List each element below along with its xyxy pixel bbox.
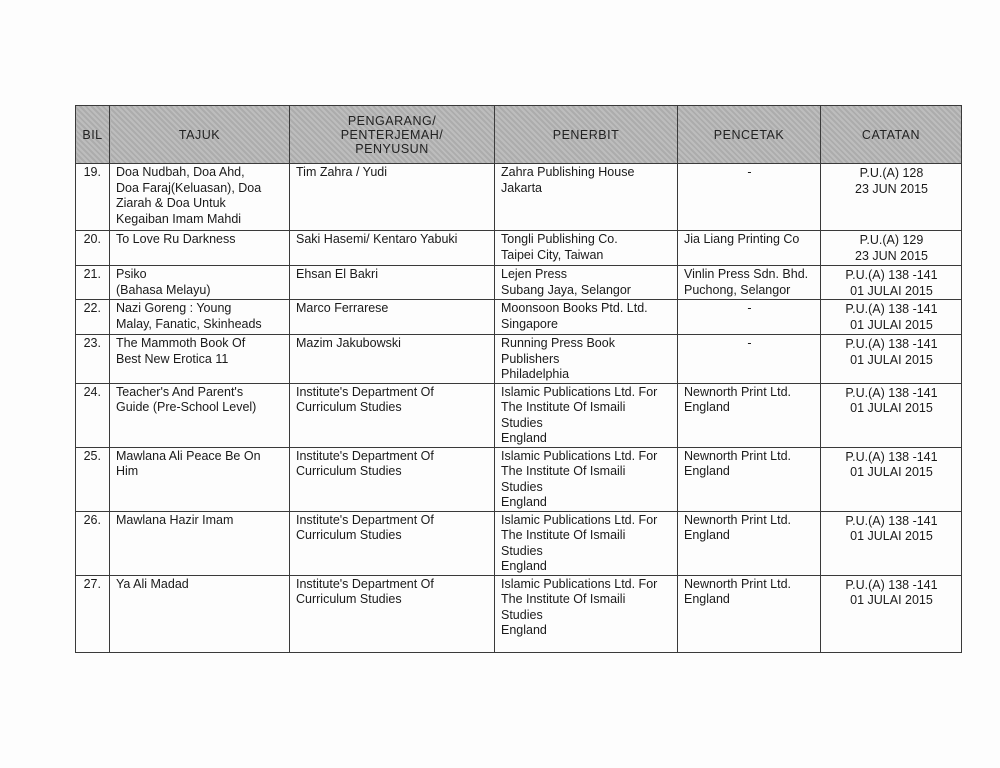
cell-catatan (821, 266, 962, 300)
header-pengarang-line: PENYUSUN (355, 141, 429, 156)
cell-bil: 19. (76, 164, 110, 231)
table-body (76, 164, 962, 653)
header-pengarang-line: PENTERJEMAH/ (340, 127, 444, 142)
cell-bil: 25. (76, 447, 110, 511)
cell-tajuk (110, 383, 290, 447)
cell-catatan-line: 01 JULAI 2015 (850, 529, 933, 543)
cell-pencetak (678, 383, 821, 447)
cell-catatan-line: 23 JUN 2015 (855, 181, 928, 196)
cell-tajuk (110, 447, 290, 511)
cell-catatan (821, 575, 962, 652)
cell-penerbit (495, 511, 678, 575)
cell-penerbit (495, 447, 678, 511)
cell-tajuk (110, 335, 290, 384)
cell-catatan-line: 01 JULAI 2015 (850, 593, 933, 607)
cell-penerbit-line: England (501, 623, 547, 637)
cell-tajuk-line: Psiko (116, 267, 147, 281)
cell-tajuk-line: Mawlana Hazir Imam (116, 512, 234, 527)
table-row (76, 383, 962, 447)
cell-tajuk (110, 231, 290, 266)
cell-catatan-line: P.U.(A) 138 -141 (845, 337, 938, 351)
cell-pencetak-line: Jia Liang Printing Co (684, 232, 800, 246)
cell-tajuk (110, 511, 290, 575)
table-row (76, 300, 962, 335)
cell-bil: 27. (76, 575, 110, 652)
header-penerbit: PENERBIT (495, 106, 678, 164)
cell-pencetak-line: - (747, 165, 752, 179)
cell-tajuk-line: Ya Ali Madad (116, 576, 189, 591)
cell-tajuk-line: To Love Ru Darkness (116, 232, 236, 246)
cell-penerbit-line: England (501, 559, 547, 573)
cell-penerbit-line: The Institute Of Ismaili (501, 464, 626, 478)
cell-pencetak (678, 164, 821, 231)
cell-pencetak-line: England (684, 400, 730, 414)
cell-catatan-line: P.U.(A) 128 (859, 166, 924, 180)
cell-pengarang-line: Mazim Jakubowski (296, 336, 401, 350)
cell-tajuk-line: Best New Erotica 11 (116, 351, 229, 366)
cell-penerbit-line: Tongli Publishing Co. (501, 232, 618, 246)
cell-penerbit-line: England (501, 495, 547, 509)
cell-penerbit-line: Taipei City, Taiwan (501, 247, 604, 262)
table-row (76, 266, 962, 300)
cell-pencetak-line: Vinlin Press Sdn. Bhd. (684, 267, 809, 281)
cell-penerbit (495, 383, 678, 447)
header-catatan: CATATAN (821, 106, 962, 164)
cell-catatan-line: P.U.(A) 138 -141 (845, 302, 938, 316)
cell-pengarang (290, 511, 495, 575)
cell-penerbit-line: Islamic Publications Ltd. For (501, 448, 658, 463)
cell-bil: 23. (76, 335, 110, 384)
cell-catatan-line: 23 JUN 2015 (855, 248, 928, 263)
cell-pencetak-line: Newnorth Print Ltd. (684, 576, 791, 591)
cell-pengarang (290, 335, 495, 384)
cell-pencetak (678, 335, 821, 384)
cell-pengarang-line: Marco Ferrarese (296, 301, 389, 315)
cell-penerbit-line: Singapore (501, 316, 558, 331)
cell-pencetak-line: Puchong, Selangor (684, 282, 791, 297)
cell-pengarang (290, 231, 495, 266)
cell-tajuk-line: Doa Faraj(Keluasan), Doa (116, 180, 262, 195)
cell-pengarang-line: Institute's Department Of (296, 384, 434, 399)
cell-catatan-line: 01 JULAI 2015 (850, 465, 933, 479)
cell-catatan (821, 335, 962, 384)
cell-penerbit-line: Zahra Publishing House (501, 165, 635, 179)
cell-penerbit-line: The Institute Of Ismaili (501, 528, 626, 542)
cell-pengarang (290, 300, 495, 335)
cell-pengarang-line: Tim Zahra / Yudi (296, 165, 388, 179)
cell-bil: 21. (76, 266, 110, 300)
cell-penerbit-line: Running Press Book (501, 336, 615, 350)
cell-pengarang-line: Institute's Department Of (296, 512, 434, 527)
cell-pencetak-line: Newnorth Print Ltd. (684, 448, 791, 463)
cell-bil: 20. (76, 231, 110, 266)
banned-publications-table (75, 105, 962, 653)
cell-pencetak (678, 511, 821, 575)
cell-penerbit-line: Subang Jaya, Selangor (501, 282, 631, 297)
cell-pencetak (678, 300, 821, 335)
cell-penerbit (495, 300, 678, 335)
cell-catatan-line: P.U.(A) 138 -141 (845, 577, 938, 592)
cell-pengarang-line: Curriculum Studies (296, 464, 402, 478)
cell-pencetak (678, 447, 821, 511)
cell-pengarang (290, 266, 495, 300)
cell-tajuk-line: Guide (Pre-School Level) (116, 400, 257, 414)
cell-catatan-line: P.U.(A) 138 -141 (845, 513, 938, 528)
cell-tajuk (110, 266, 290, 300)
cell-catatan (821, 300, 962, 335)
table-row (76, 335, 962, 384)
cell-pengarang-line: Institute's Department Of (296, 576, 434, 591)
cell-pengarang-line: Curriculum Studies (296, 528, 402, 542)
cell-penerbit-line: Islamic Publications Ltd. For (501, 384, 658, 399)
cell-penerbit-line: Islamic Publications Ltd. For (501, 512, 658, 527)
cell-catatan-line: P.U.(A) 138 -141 (845, 449, 938, 464)
cell-penerbit (495, 164, 678, 231)
cell-pengarang-line: Curriculum Studies (296, 400, 402, 414)
cell-tajuk-line: Nazi Goreng : Young (116, 301, 232, 315)
cell-penerbit-line: Jakarta (501, 180, 542, 195)
header-pengarang-line: PENGARANG/ (347, 113, 437, 128)
cell-tajuk-line: Ziarah & Doa Untuk (116, 196, 226, 210)
cell-pengarang-line: Ehsan El Bakri (296, 267, 378, 281)
cell-catatan (821, 231, 962, 266)
cell-tajuk-line: (Bahasa Melayu) (116, 282, 211, 297)
header-pencetak: PENCETAK (678, 106, 821, 164)
cell-pencetak-line: England (684, 592, 730, 606)
cell-pencetak-line: - (747, 301, 752, 315)
cell-tajuk-line: Mawlana Ali Peace Be On (116, 448, 261, 463)
cell-bil: 24. (76, 383, 110, 447)
cell-catatan-line: P.U.(A) 129 (859, 233, 924, 247)
cell-penerbit-line: Studies (501, 479, 543, 494)
cell-pencetak-line: England (684, 464, 730, 478)
table-row (76, 575, 962, 652)
cell-tajuk (110, 300, 290, 335)
cell-penerbit-line: Publishers (501, 351, 560, 366)
cell-catatan-line: 01 JULAI 2015 (850, 283, 933, 298)
cell-penerbit (495, 231, 678, 266)
cell-penerbit (495, 266, 678, 300)
cell-pencetak (678, 266, 821, 300)
table-row (76, 447, 962, 511)
header-pengarang (290, 106, 495, 164)
cell-catatan-line: 01 JULAI 2015 (850, 317, 933, 332)
cell-pengarang-line: Saki Hasemi/ Kentaro Yabuki (296, 232, 458, 246)
cell-catatan-line: P.U.(A) 138 -141 (845, 268, 938, 282)
cell-catatan (821, 383, 962, 447)
cell-penerbit-line: Studies (501, 415, 543, 430)
cell-penerbit-line: Moonsoon Books Ptd. Ltd. (501, 301, 648, 315)
cell-catatan (821, 447, 962, 511)
cell-tajuk-line: Doa Nudbah, Doa Ahd, (116, 165, 245, 179)
cell-catatan-line: 01 JULAI 2015 (850, 401, 933, 415)
cell-pengarang (290, 447, 495, 511)
header-tajuk: TAJUK (110, 106, 290, 164)
cell-pengarang (290, 575, 495, 652)
cell-penerbit-line: Studies (501, 607, 543, 622)
cell-tajuk (110, 164, 290, 231)
cell-penerbit (495, 335, 678, 384)
cell-penerbit-line: Philadelphia (501, 367, 570, 381)
table-row (76, 164, 962, 231)
cell-pencetak-line: - (747, 336, 752, 350)
cell-penerbit-line: The Institute Of Ismaili (501, 400, 626, 414)
cell-tajuk-line: Him (116, 464, 139, 478)
cell-bil: 22. (76, 300, 110, 335)
cell-tajuk-line: Teacher's And Parent's (116, 384, 244, 399)
table-row (76, 231, 962, 266)
cell-pencetak (678, 231, 821, 266)
cell-pengarang-line: Curriculum Studies (296, 592, 402, 606)
table-row (76, 511, 962, 575)
cell-bil: 26. (76, 511, 110, 575)
cell-catatan (821, 511, 962, 575)
cell-tajuk-line: The Mammoth Book Of (116, 336, 246, 350)
cell-penerbit-line: Studies (501, 543, 543, 558)
cell-penerbit (495, 575, 678, 652)
cell-pengarang (290, 383, 495, 447)
table-header-row (76, 106, 962, 164)
cell-penerbit-line: Islamic Publications Ltd. For (501, 576, 658, 591)
cell-pencetak (678, 575, 821, 652)
cell-penerbit-line: The Institute Of Ismaili (501, 592, 626, 606)
cell-catatan (821, 164, 962, 231)
cell-pengarang (290, 164, 495, 231)
cell-catatan-line: P.U.(A) 138 -141 (845, 385, 938, 400)
cell-pencetak-line: Newnorth Print Ltd. (684, 384, 791, 399)
cell-penerbit-line: England (501, 431, 547, 445)
header-bil: BIL (76, 106, 110, 164)
cell-penerbit-line: Lejen Press (501, 267, 568, 281)
cell-pencetak-line: Newnorth Print Ltd. (684, 512, 791, 527)
cell-catatan-line: 01 JULAI 2015 (850, 352, 933, 367)
cell-tajuk (110, 575, 290, 652)
cell-tajuk-line: Kegaiban Imam Mahdi (116, 211, 242, 226)
cell-pencetak-line: England (684, 528, 730, 542)
cell-tajuk-line: Malay, Fanatic, Skinheads (116, 316, 262, 331)
cell-pengarang-line: Institute's Department Of (296, 448, 434, 463)
